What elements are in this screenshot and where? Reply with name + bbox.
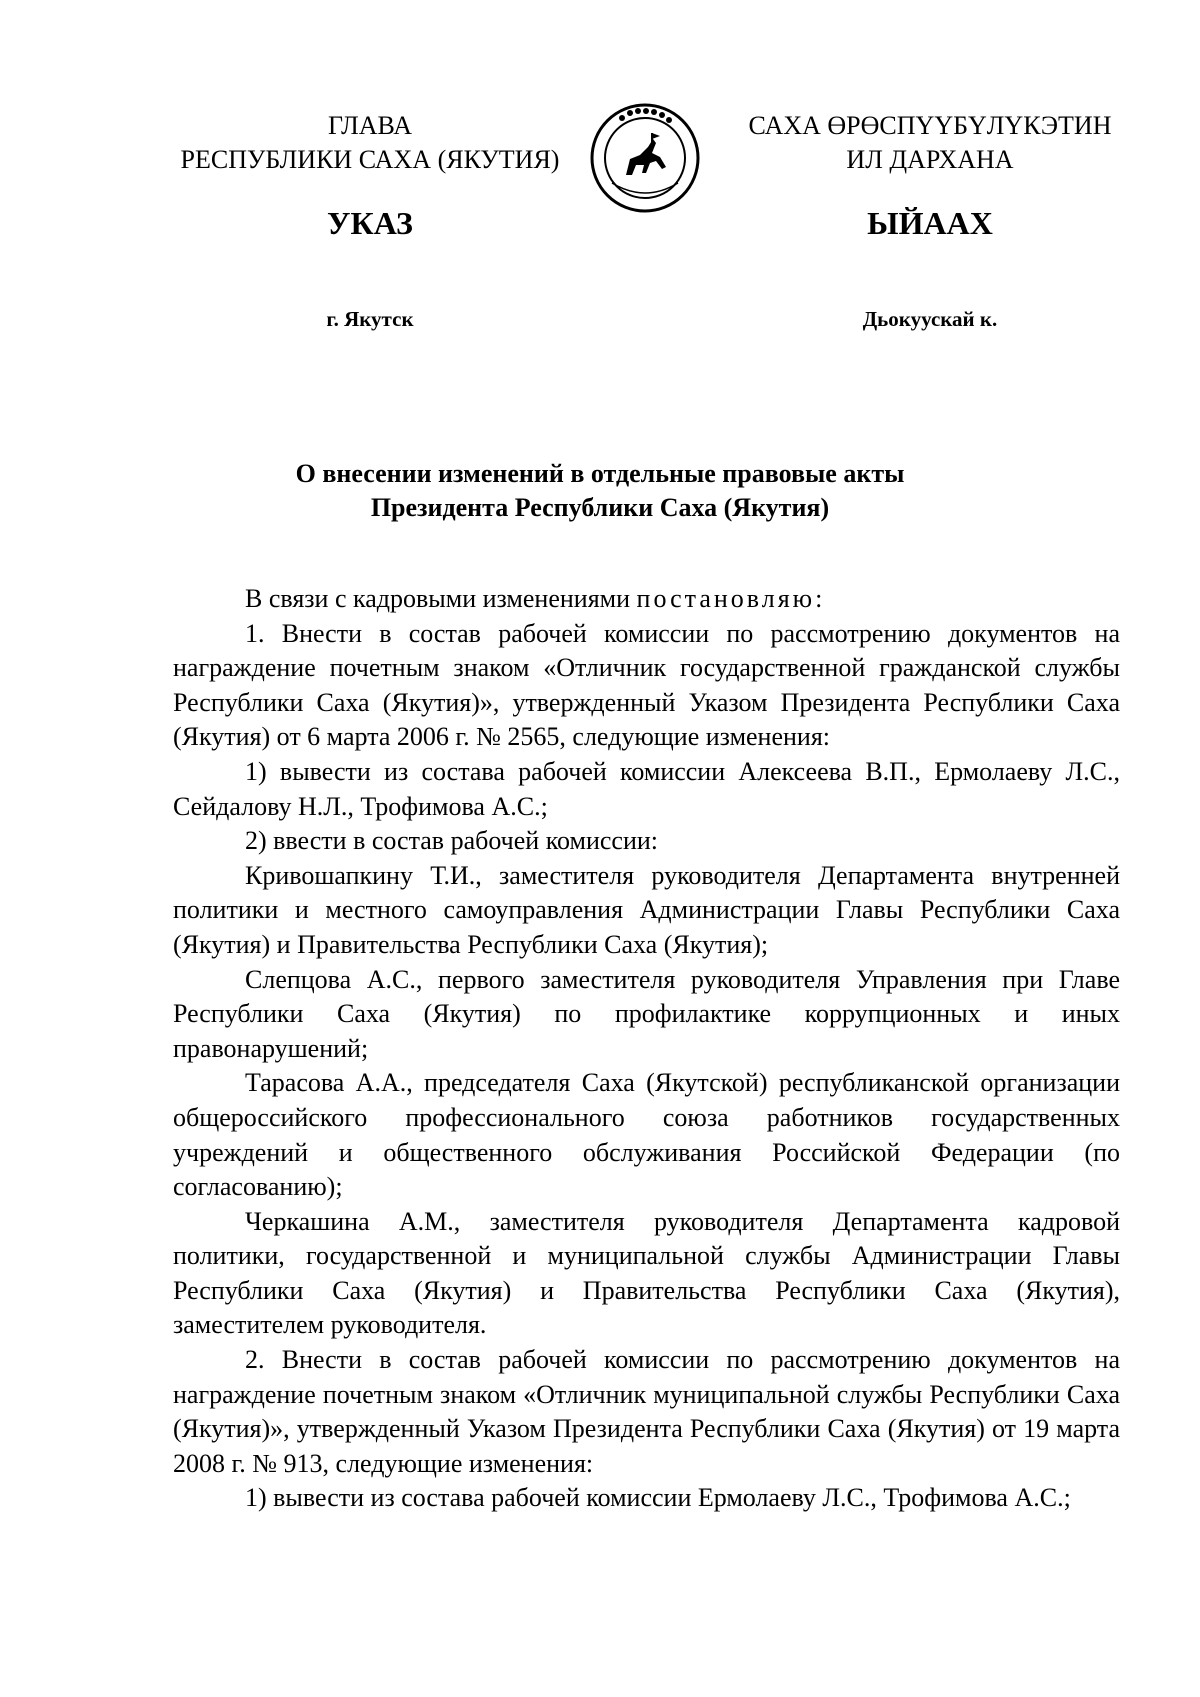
body-paragraph: Слепцова А.С., первого заместителя руководителя Управления при Главе Республики Саха (Якутия) по профилактике коррупционных и иных правонарушений; xyxy=(173,964,1120,1063)
body-paragraph: 2) ввести в состав рабочей комиссии: xyxy=(245,826,659,856)
header-left-line1: ГЛАВА xyxy=(328,111,412,140)
body-paragraph: 1) вывести из состава рабочей комиссии Ермолаеву Л.С., Трофимова А.С.; xyxy=(245,1483,1071,1513)
body-paragraph: 1. Внести в состав рабочей комиссии по рассмотрению документов на награждение почетным знаком «Отличник государственной гражданской службы Республики Саха (Якутия)», утвержденный Указом Президента Республики Саха (Якутия) от 6 марта 2006 г. № 2565, следующие изменения: xyxy=(173,618,1120,752)
body-paragraph: 1) вывести из состава рабочей комиссии Алексеева В.П., Ермолаеву Л.С., Сейдалову Н.Л., Трофимова А.С.; xyxy=(173,756,1120,821)
body-paragraph: Черкашина А.М., заместителя руководителя Департамента кадровой политики, государственной и муниципальной службы Администрации Главы Республики Саха (Якутия) и Правительства Республики Саха (Якутия), заместителем руководителя. xyxy=(173,1206,1120,1340)
decree-title-sakha: ЫЙААХ xyxy=(867,205,993,241)
document-body xyxy=(173,582,1120,1516)
body-paragraph: Тарасова А.А., председателя Саха (Якутской) республиканской организации общероссийского профессионального союза работников государственных учреждений и общественного обслуживания Российской Федерации (по согласованию); xyxy=(173,1068,1120,1202)
city-ru: г. Якутск xyxy=(326,307,414,331)
header-right-line2: ИЛ ДАРХАНА xyxy=(846,145,1014,174)
header-left-line2: РЕСПУБЛИКИ САХА (ЯКУТИЯ) xyxy=(180,145,560,174)
document-title-line2: Президента Республики Саха (Якутия) xyxy=(370,493,830,522)
body-paragraph: Кривошапкину Т.И., заместителя руководителя Департамента внутренней политики и местного самоуправления Администрации Главы Республики Саха (Якутия) и Правительства Республики Саха (Якутия); xyxy=(173,860,1120,959)
intro-end: : xyxy=(815,584,823,613)
city-sakha: Дьокуускай к. xyxy=(862,307,998,331)
intro-spaced-word: постановляю xyxy=(636,584,816,613)
yakutia-coat-of-arms-emblem-icon xyxy=(590,103,700,213)
header-right-line1: САХА ӨРӨСПҮҮБҮЛҮКЭТИН xyxy=(748,111,1112,140)
intro-paragraph xyxy=(173,582,1120,617)
body-paragraph: 2. Внести в состав рабочей комиссии по рассмотрению документов на награждение почетным знаком «Отличник муниципальной службы Республики Саха (Якутия)», утвержденный Указом Президента Республики Саха (Якутия) от 19 марта 2008 г. № 913, следующие изменения: xyxy=(173,1345,1120,1478)
document-title-line1: О внесении изменений в отдельные правовые акты xyxy=(295,459,905,488)
decree-title-ru: УКАЗ xyxy=(327,205,413,241)
intro-text: В связи с кадровыми изменениями xyxy=(245,584,637,613)
